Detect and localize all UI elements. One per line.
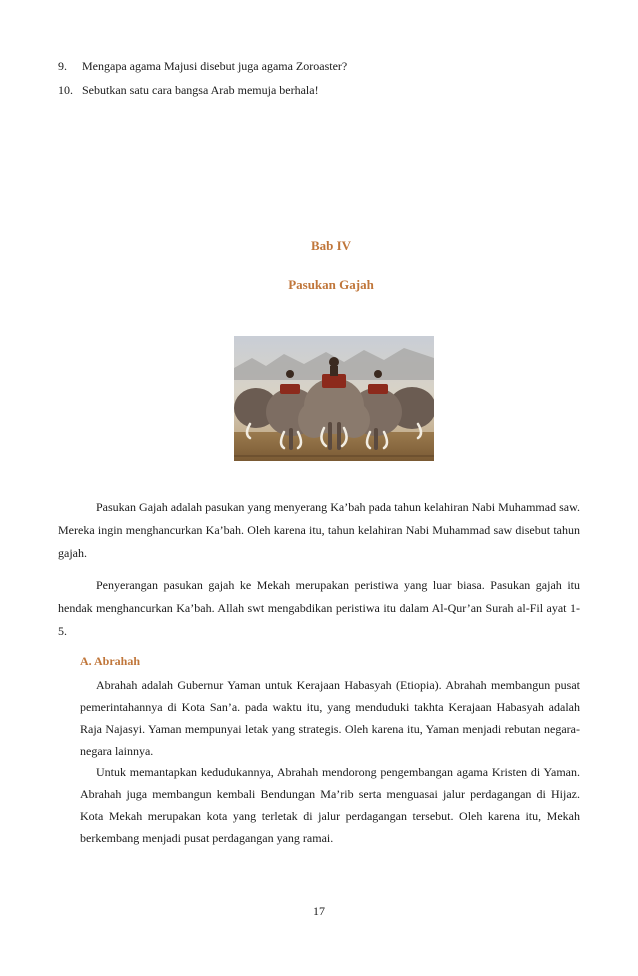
paragraph-text: Penyerangan pasukan gajah ke Mekah merupakan peristiwa yang luar biasa. Pasukan gajah itu hendak menghancurkan Ka’bah. Allah swt mengabdikan peristiwa itu dalam Al-Qur’an Surah al-Fil ayat 1-5.	[58, 578, 580, 638]
chapter-label: Bab IV	[310, 238, 352, 253]
question-number: 10.	[58, 83, 73, 97]
question-10	[58, 82, 319, 98]
section-paragraph-text: Abrahah adalah Gubernur Yaman untuk Kerajaan Habasyah (Etiopia). Abrahah membangun pusat pemerintahannya di Kota San’a. pada waktu itu, yang menduduki takhta Kerajaan Habasyah adalah Raja Najasyi. Yaman mempunyai letak yang strategis. Oleh karena itu, Yaman menjadi rebutan negara-negara lainnya.	[80, 678, 580, 758]
question-9	[58, 58, 347, 74]
page-number: 17	[313, 904, 325, 918]
section-paragraph-2	[80, 761, 580, 849]
elephant-army-illustration-icon	[234, 336, 434, 461]
section-heading: A. Abrahah	[80, 654, 141, 668]
elephant-army-image	[234, 336, 434, 461]
question-text: Mengapa agama Majusi disebut juga agama Zoroaster?	[82, 59, 348, 73]
question-text: Sebutkan satu cara bangsa Arab memuja berhala!	[82, 83, 319, 97]
paragraph-2	[58, 574, 580, 643]
paragraph-1	[58, 496, 580, 565]
chapter-title: Pasukan Gajah	[288, 277, 374, 292]
paragraph-text: Pasukan Gajah adalah pasukan yang menyerang Ka’bah pada tahun kelahiran Nabi Muhammad saw. Mereka ingin menghancurkan Ka’bah. Oleh karena itu, tahun kelahiran Nabi Muhammad saw disebut tahun gajah.	[58, 500, 580, 560]
question-number: 9.	[58, 59, 67, 73]
section-paragraph-text: Untuk memantapkan kedudukannya, Abrahah mendorong pengembangan agama Kristen di Yaman. Abrahah juga membangun kembali Bendungan Ma’rib serta menguasai jalur perdagangan di Hijaz. Kota Mekah merupakan kota yang terletak di jalur perdagangan tersebut. Oleh karena itu, Mekah berkembang menjadi pusat perdagangan yang ramai.	[80, 765, 580, 845]
section-paragraph-1	[80, 674, 580, 762]
